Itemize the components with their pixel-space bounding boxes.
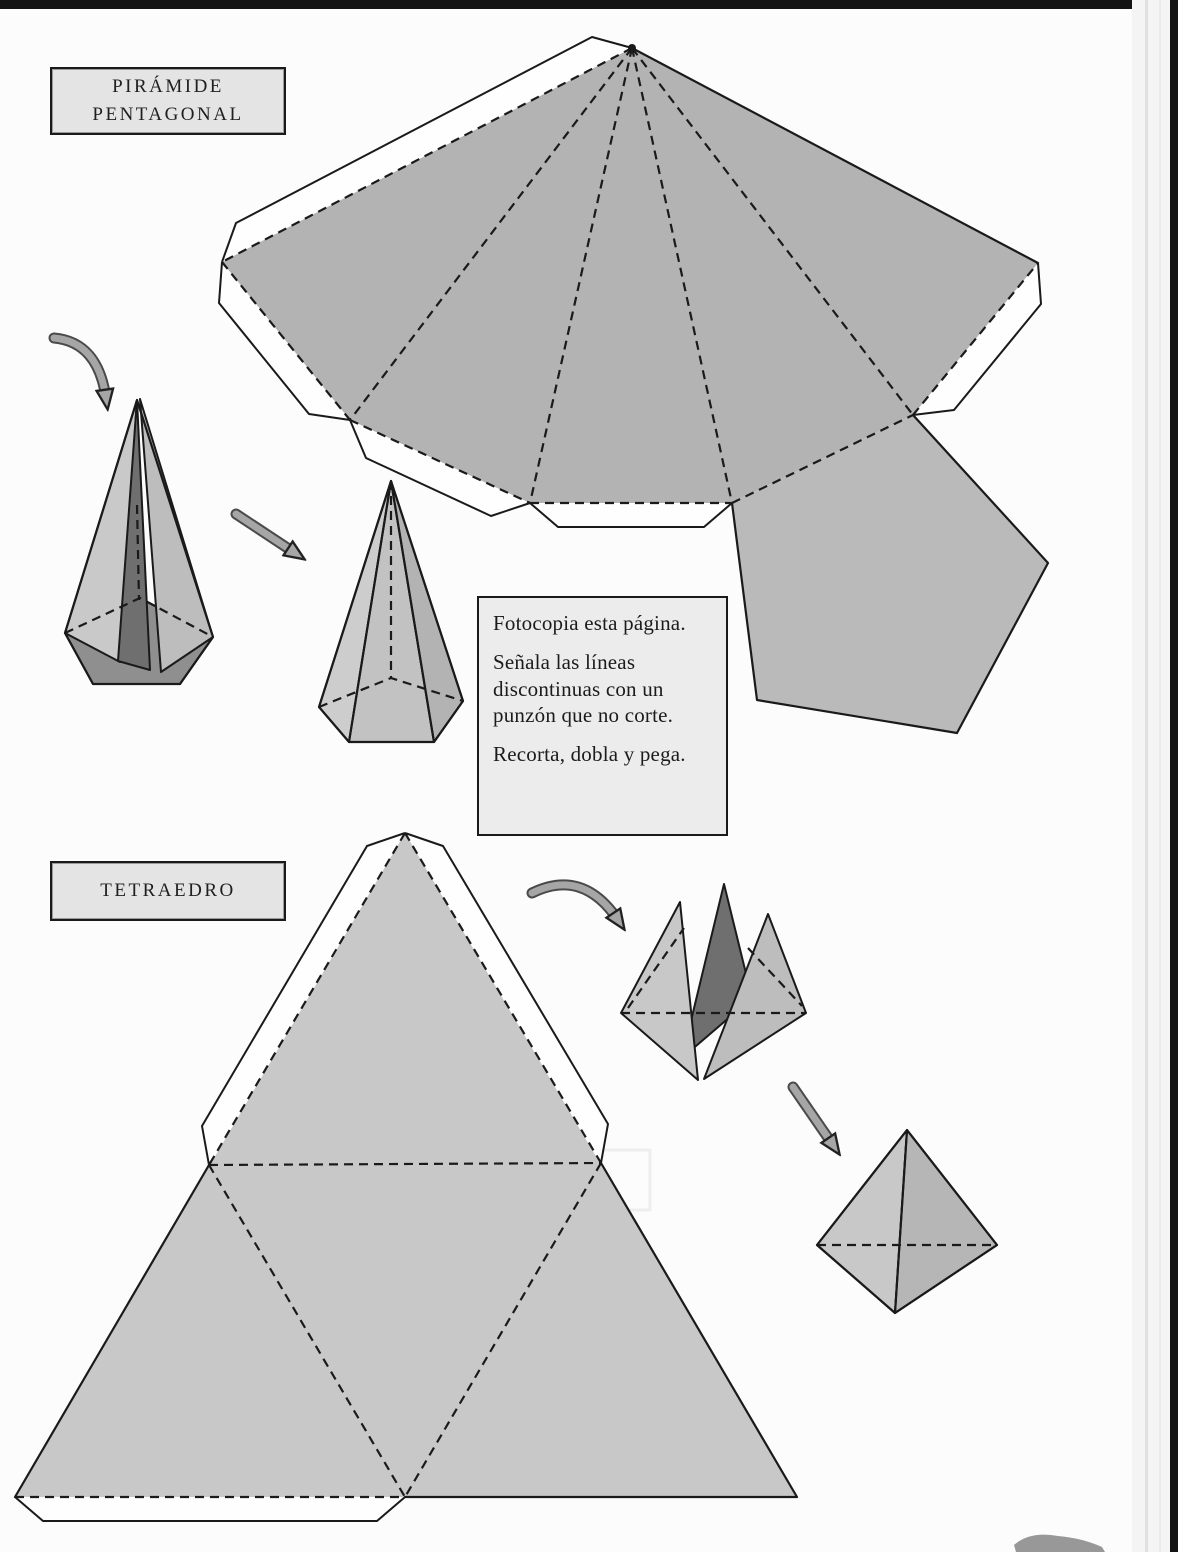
scan-right-edge [1170,0,1178,1552]
instruction-text: Recorta, dobla y pega. [493,742,686,766]
scan-smudge [1014,1535,1105,1552]
straight-arrow-icon [793,1087,833,1145]
instruction-text: Fotocopia esta página. [493,611,686,635]
left-flap [621,902,698,1080]
glue-tab [15,1497,405,1521]
apex-dot [628,44,636,52]
label-line: PENTAGONAL [92,104,244,125]
half-folded-tetrahedron-figure [621,884,806,1080]
label-line: TETRAEDRO [100,880,236,902]
scan-gutter-line [1159,0,1161,1552]
piramide-pentagonal-label [50,67,286,135]
scan-top-edge [0,0,1132,9]
assembled-tetrahedron-figure [817,1130,997,1313]
assembled-pentagonal-pyramid-figure [319,481,463,742]
instruction-text: Señala las líneas discontinuas con un punzón que no corte. [493,650,674,727]
label-line: PIRÁMIDE [112,76,224,98]
scan-gutter-line [1145,0,1148,1552]
tetraedro-label [50,861,286,921]
curved-arrow-icon [532,885,618,920]
scan-gutter [1132,0,1170,1552]
glue-tab [530,503,732,527]
right-face [895,1130,997,1313]
instructions-box [477,596,728,836]
curved-arrow-icon [54,338,106,398]
half-open-pentagonal-pyramid-figure [65,399,213,684]
straight-arrow-icon [236,514,295,553]
